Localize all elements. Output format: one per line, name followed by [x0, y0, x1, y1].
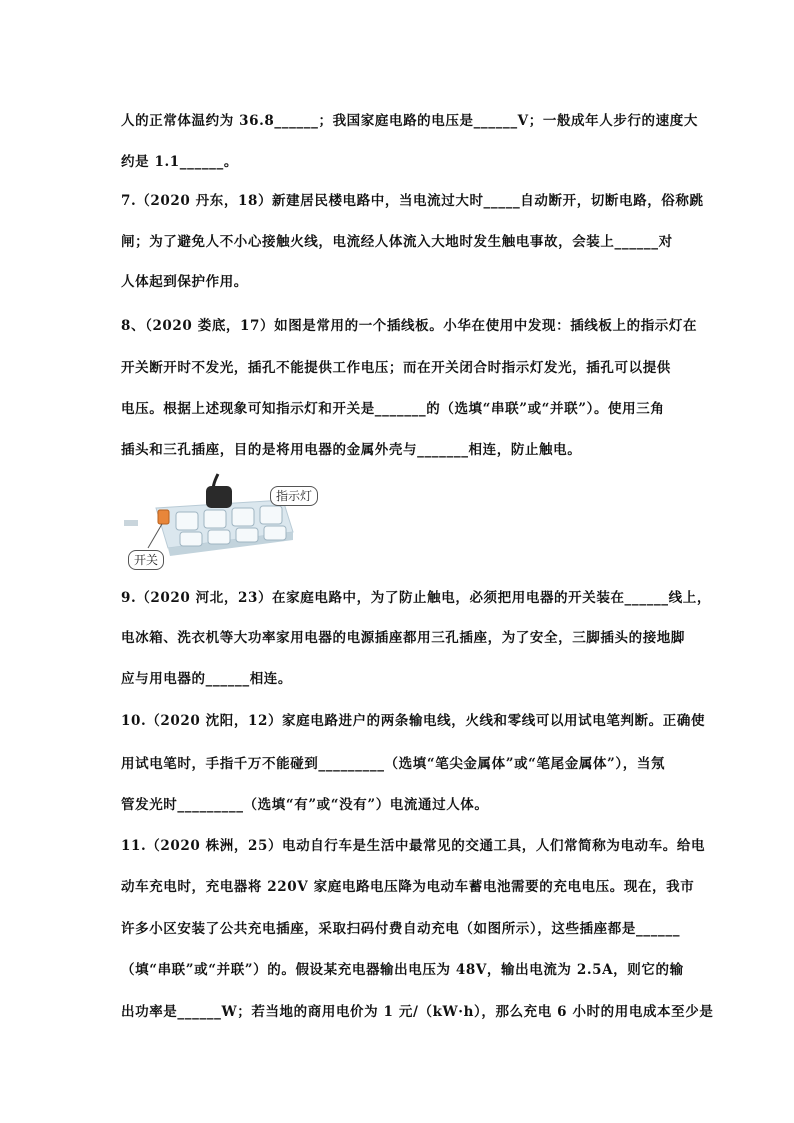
text-line: 约是 1.1______。 [121, 154, 238, 170]
text-line: 人体起到保护作用。 [121, 274, 248, 290]
power-strip-figure [118, 470, 333, 570]
indicator-light-callout: 指示灯 [270, 486, 318, 506]
text-line: 电冰箱、洗衣机等大功率家用电器的电源插座都用三孔插座，为了安全，三脚插头的接地脚 [121, 630, 685, 646]
switch-callout: 开关 [128, 550, 164, 570]
text-line: 闸；为了避免人不小心接触火线，电流经人体流入大地时发生触电事故，会装上______对 [121, 234, 673, 250]
text-line: 应与用电器的______相连。 [121, 671, 292, 687]
text-line: 动车充电时，充电器将 220V 家庭电路电压降为电动车蓄电池需要的充电电压。现在，我市 [121, 879, 695, 895]
question-8-line: 8、（2020 娄底，17）如图是常用的一个插线板。小华在使用中发现：插线板上的指示灯在 [121, 318, 698, 334]
text-line: 许多小区安装了公共充电插座，采取扫码付费自动充电（如图所示），这些插座都是______ [121, 921, 681, 937]
text-line: 用试电笔时，手指千万不能碰到_________（选填“笔尖金属体”或“笔尾金属体”），当氖 [121, 756, 666, 772]
question-11-line: 11.（2020 株洲，25）电动自行车是生活中最常见的交通工具，人们常简称为电动车。给电 [121, 838, 706, 854]
question-10-line: 10.（2020 沈阳，12）家庭电路进户的两条输电线，火线和零线可以用试电笔判断。正确使 [121, 713, 706, 729]
text-line: 出功率是______W；若当地的商用电价为 1 元/（kW·h），那么充电 6 小时的用电成本至少是 [121, 1004, 714, 1020]
text-line: 插头和三孔插座，目的是将用电器的金属外壳与_______相连，防止触电。 [121, 442, 582, 458]
question-9-line: 9.（2020 河北，23）在家庭电路中，为了防止触电，必须把用电器的开关装在______线上， [121, 590, 711, 606]
text-line: 人的正常体温约为 36.8______；我国家庭电路的电压是______V；一般成年人步行的速度大 [121, 113, 698, 129]
text-line: 管发光时_________（选填“有”或“没有”）电流通过人体。 [121, 797, 489, 813]
text-line: 开关断开时不发光，插孔不能提供工作电压；而在开关闭合时指示灯发光，插孔可以提供 [121, 360, 671, 376]
question-7-line: 7.（2020 丹东，18）新建居民楼电路中，当电流过大时_____自动断开，切断电路，俗称跳 [121, 193, 704, 209]
text-line: 电压。根据上述现象可知指示灯和开关是_______的（选填“串联”或“并联”）。使用三角 [121, 401, 665, 417]
text-line: （填“串联”或“并联”）的。假设某充电器输出电压为 48V，输出电流为 2.5A，则它的输 [121, 962, 684, 978]
